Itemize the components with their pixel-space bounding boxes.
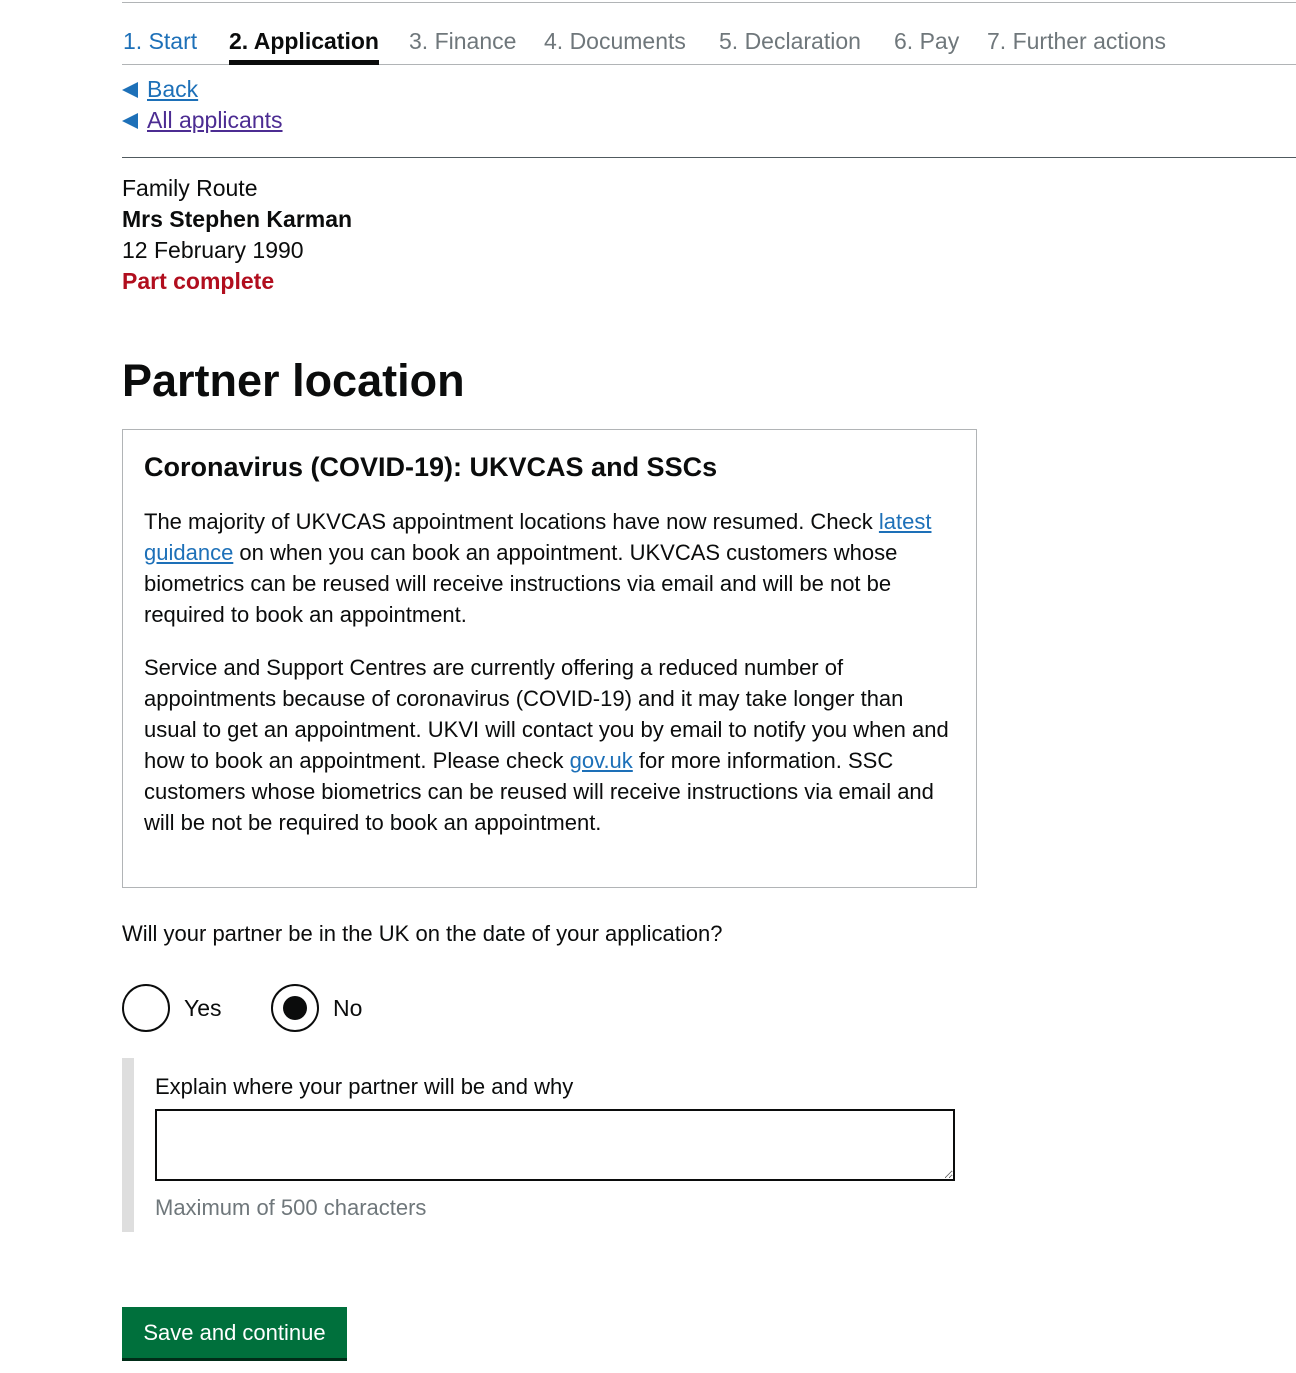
notice-text: on when you can book an appointment. UKVCAS customers whose biometrics can be reused will receive instructions via email and will be not be required to book an appointment. <box>144 540 898 627</box>
covid-notice <box>122 429 977 888</box>
notice-heading: Coronavirus (COVID-19): UKVCAS and SSCs <box>144 452 718 482</box>
back-link[interactable] <box>122 74 283 105</box>
conditional-reveal <box>122 1058 962 1232</box>
back-links <box>122 74 283 136</box>
explain-textarea[interactable] <box>155 1109 955 1181</box>
status-badge: Part complete <box>122 268 275 294</box>
applicant-dob: 12 February 1990 <box>122 237 304 263</box>
explain-label: Explain where your partner will be and why <box>155 1074 574 1099</box>
route-name: Family Route <box>122 175 258 201</box>
radio-yes[interactable] <box>122 984 222 1032</box>
notice-text: for more information. SSC customers whose biometrics can be reused will receive instructions via email and will be not be required to book an appointment. <box>144 748 934 835</box>
notice-paragraph-2 <box>144 652 956 838</box>
gov-uk-link[interactable]: gov.uk <box>569 748 633 773</box>
back-link-label: Back <box>147 76 199 102</box>
applicant-summary <box>122 173 352 297</box>
radio-no[interactable] <box>271 984 362 1032</box>
section-divider <box>122 157 1296 158</box>
page-title: Partner location <box>122 355 465 406</box>
all-applicants-label: All applicants <box>147 107 283 133</box>
radio-no-circle[interactable] <box>271 984 319 1032</box>
radio-no-label: No <box>333 995 363 1021</box>
latest-guidance-link[interactable]: latest guidance <box>144 509 932 565</box>
step-start[interactable]: 1. Start <box>123 28 198 54</box>
applicant-name: Mrs Stephen Karman <box>122 206 353 232</box>
character-limit-hint: Maximum of 500 characters <box>155 1195 427 1220</box>
save-and-continue-button[interactable]: Save and continue <box>122 1307 347 1358</box>
step-finance: 3. Finance <box>409 28 517 54</box>
partner-question: Will your partner be in the UK on the date of your application? <box>122 921 723 946</box>
radio-yes-label: Yes <box>184 995 222 1021</box>
step-further-actions: 7. Further actions <box>987 28 1166 54</box>
step-declaration: 5. Declaration <box>719 28 861 54</box>
back-arrow-icon <box>122 82 138 98</box>
all-applicants-link[interactable] <box>122 105 283 136</box>
step-application: 2. Application <box>229 28 379 54</box>
step-documents: 4. Documents <box>544 28 686 54</box>
step-pay: 6. Pay <box>894 28 960 54</box>
notice-text: The majority of UKVCAS appointment locations have now resumed. Check <box>144 509 879 534</box>
notice-paragraph-1 <box>144 506 956 630</box>
radio-yes-circle[interactable] <box>122 984 170 1032</box>
back-arrow-icon <box>122 113 138 129</box>
progress-steps <box>122 0 1296 65</box>
notice-text: Service and Support Centres are currently offering a reduced number of appointments because of coronavirus (COVID-19) and it may take longer than usual to get an appointment. UKVI will contact you by email to notify you when and how to book an appointment. Please check <box>144 655 949 773</box>
